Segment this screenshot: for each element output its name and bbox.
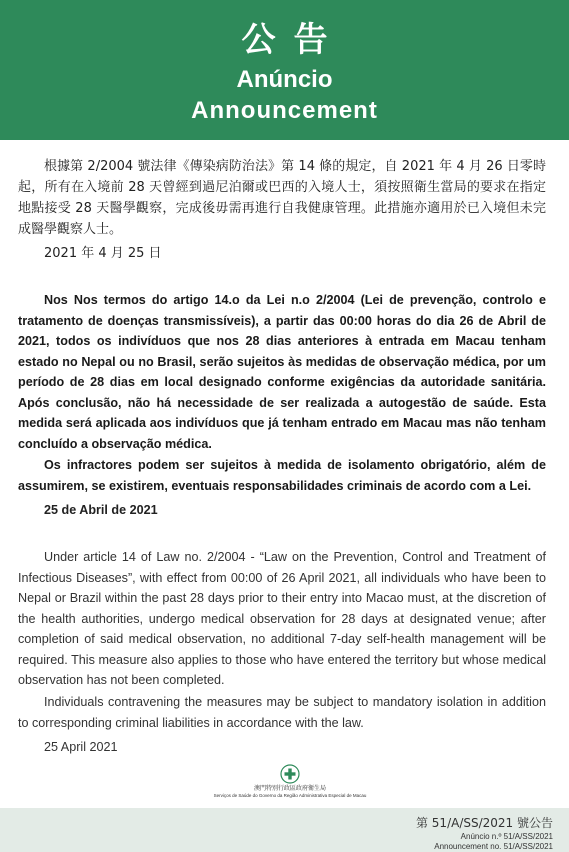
chinese-paragraph: 根據第 2/2004 號法律《傳染病防治法》第 14 條的規定，自 2021 年 4 月 26 日零時起，所有在入境前 28 天曾經到過尼泊爾或巴西的入境人士，須按照衛生當局的要求在指定地點接受 28 天醫學觀察，完成後毋需再進行自我健康管理。此措施亦適用於已入境但未完成醫學觀察人士。 (18, 159, 546, 237)
announcement-number-zh: 第 51/A/SS/2021 號公告 (415, 816, 553, 830)
portuguese-paragraph-1: Nos Nos termos do artigo 14.o da Lei n.o 2/2004 (Lei de prevenção, controlo e tratamento de doenças transmissíveis), a partir das 00:00 horas do dia 26 de Abril de 2021, todos os indivíduos que nos 28 dias anteriores à entrada em Macau tenham estado no Nepal ou no Brasil, serão sujeitos às medidas de observação médica, por um período de 28 dias em local designado conforme exigências da autoridade sanitária. Após conclusão, não há necessidade de ser realizada a autogestão de saúde. Esta medida será aplicada aos indivíduos que já tenham entrado em Macau mas não tenham concluído a observação médica. (18, 293, 546, 451)
announcement-header (0, 0, 569, 140)
title-english: Announcement (191, 97, 378, 124)
title-chinese: 公告 (241, 20, 346, 60)
portuguese-paragraph-2: Os infractores podem ser sujeitos à medida de isolamento obrigatório, além de assumirem, se existirem, eventuais responsabilidades criminais de acordo com a Lei. (18, 458, 546, 493)
english-date: 25 April 2021 (44, 740, 118, 754)
chinese-date: 2021 年 4 月 25 日 (44, 246, 162, 261)
english-paragraph-2: Individuals contravening the measures may be subject to mandatory isolation in addition to corresponding criminal liabilities in accordance with the law. (18, 695, 546, 730)
announcement-footer (0, 808, 569, 852)
health-bureau-logo (190, 764, 390, 804)
title-portuguese: Anúncio (236, 66, 333, 93)
announcement-number-pt: Anúncio n.º 51/A/SS/2021 (460, 832, 553, 841)
health-bureau-icon (280, 764, 300, 784)
portuguese-date: 25 de Abril de 2021 (44, 503, 158, 517)
announcement-number-en: Announcement no. 51/A/SS/2021 (434, 842, 553, 851)
health-bureau-name-zh: 澳門特別行政區政府衛生局 (253, 785, 326, 792)
english-paragraph-1: Under article 14 of Law no. 2/2004 - “Law on the Prevention, Control and Treatment of Infectious Diseases”, with effect from 00:00 of 26 April 2021, all individuals who have been to Nepal or Brazil within the past 28 days prior to their entry into Macao must, at the discretion of the health authorities, undergo medical observation for 28 days at designated venue; after completion of said medical observation, no additional 7-day self-health management will be required. This measure also applies to those who have entered the territory but whose medical observation has not been completed. (18, 550, 546, 687)
health-bureau-name-pt: Serviços de Saúde do Governo da Região Administrativa Especial de Macau (213, 793, 367, 798)
